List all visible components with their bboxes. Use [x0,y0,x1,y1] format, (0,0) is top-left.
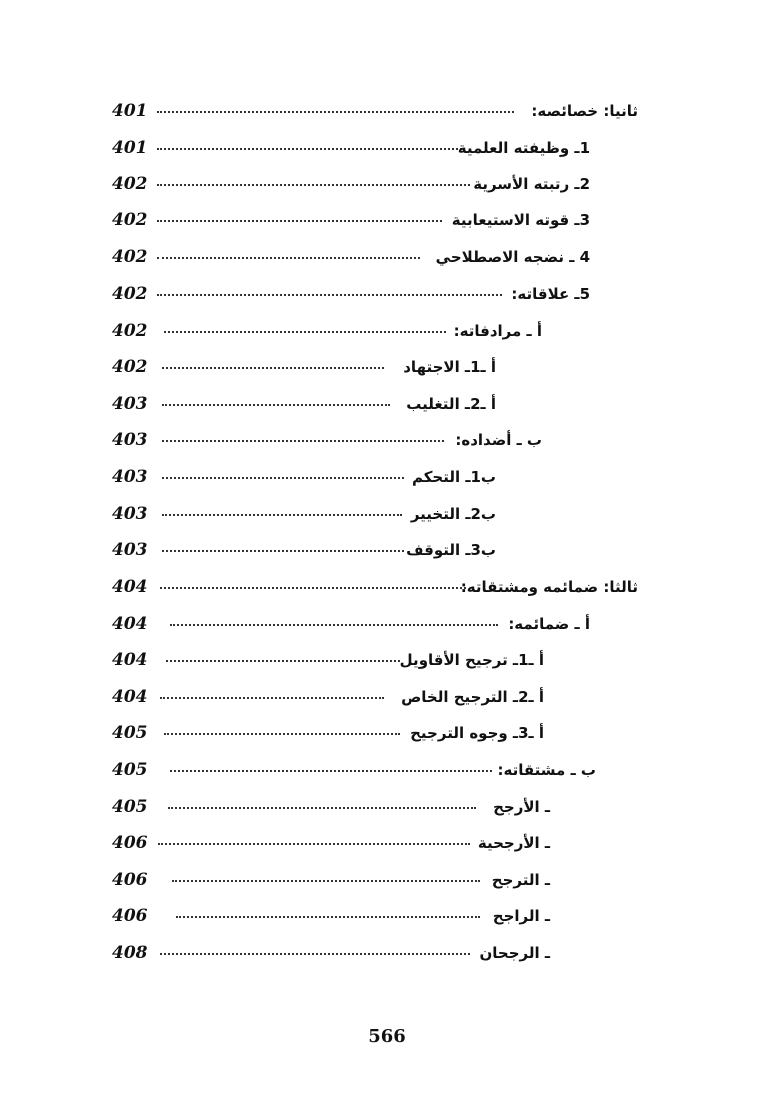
toc-page-ref: 403 [112,540,148,560]
toc-entry [112,242,590,272]
toc-entry [112,828,550,858]
dot-leader [172,880,480,882]
toc-entry [112,865,550,895]
toc-page-ref: 403 [112,504,148,524]
toc-entry-title: أ ـ1ـ ترجيح الأقاويل [399,651,544,669]
toc-entry-title: ب2ـ التخيير [410,505,496,523]
toc-entry-title: 2ـ رتبته الأسرية [473,175,590,193]
dot-leader [164,331,446,333]
toc-entry-title: أ ـ ضمائمه: [508,615,590,633]
toc-page-ref: 404 [112,650,148,670]
toc-entry-title: ـ الرجحان [479,944,550,962]
toc-page-ref: 403 [112,430,148,450]
toc-entry [112,279,590,309]
dot-leader [160,697,384,699]
toc-page-ref: 401 [112,101,148,121]
toc-entry-title: ـ الترجح [491,871,550,889]
toc-entry [112,718,544,748]
dot-leader [176,916,480,918]
dot-leader [168,807,476,809]
dot-leader [157,148,462,150]
toc-page-ref: 403 [112,394,148,414]
toc-page-ref: 406 [112,833,148,853]
toc-entry [112,682,544,712]
toc-page-ref: 408 [112,943,148,963]
toc-page-ref: 405 [112,760,148,780]
toc-entry [112,205,590,235]
toc-entry-title: ب1ـ التحكم [411,468,496,486]
toc-entry-title: 4 ـ نضجه الاصطلاحي [435,248,590,266]
toc-entry [112,938,550,968]
toc-entry [112,96,638,126]
toc-page-ref: 402 [112,284,148,304]
toc-entry-title: ثالثا: ضمائمه ومشتقاته: [460,578,638,596]
dot-leader [160,587,466,589]
dot-leader [162,440,444,442]
toc-page-ref: 402 [112,210,148,230]
toc-entry-title: ـ الأرجحية [477,834,550,852]
toc-entry [112,901,550,931]
toc-page-ref: 405 [112,723,148,743]
toc-entry-title: ـ الراجح [492,907,550,925]
toc-entry [112,462,496,492]
toc-entry [112,352,496,382]
toc-entry [112,389,496,419]
toc-entry-title: أ ـ2ـ التغليب [406,395,496,413]
toc-entry-title: 1ـ وظيفته العلمية [457,139,590,157]
toc-page-ref: 405 [112,797,148,817]
dot-leader [160,953,470,955]
toc-entry [112,755,596,785]
toc-entry [112,169,590,199]
page-number: 566 [368,1026,406,1047]
toc-entry [112,609,590,639]
toc-entry [112,792,550,822]
toc-entry-title: أ ـ3ـ وجوه الترجيح [410,724,544,742]
toc-entry [112,645,544,675]
dot-leader [164,733,400,735]
toc-entry-title: 5ـ علاقاته: [511,285,590,303]
toc-page-ref: 402 [112,174,148,194]
toc-page-ref: 404 [112,614,148,634]
toc-page-ref: 406 [112,906,148,926]
toc-entry-title: ب3ـ التوقف [406,541,496,559]
toc-page-ref: 402 [112,357,148,377]
dot-leader [162,367,384,369]
dot-leader [157,220,442,222]
toc-entry-title: ب ـ مشتقاته: [497,761,596,779]
toc-entry-title: ب ـ أضداده: [455,431,542,449]
dot-leader [157,111,514,113]
dot-leader [166,660,400,662]
dot-leader [162,477,404,479]
toc-page-ref: 404 [112,687,148,707]
toc-page-ref: 403 [112,467,148,487]
dot-leader [157,294,502,296]
toc-entry-title: أ ـ مرادفاته: [453,322,542,340]
toc-entry [112,425,542,455]
toc-page-ref: 402 [112,321,148,341]
toc-entry [112,572,638,602]
toc-entry-title: ـ الأرجح [493,798,550,816]
dot-leader [157,184,470,186]
toc-entry [112,316,542,346]
dot-leader [162,550,404,552]
toc-entry-title: 3ـ قوته الاستيعابية [451,211,590,229]
toc-page-ref: 402 [112,247,148,267]
dot-leader [170,770,492,772]
toc-entry [112,499,496,529]
toc-entry-title: أ ـ2ـ الترجيح الخاص [401,688,544,706]
dot-leader [170,624,498,626]
dot-leader [162,404,390,406]
dot-leader [162,514,402,516]
toc-page-ref: 406 [112,870,148,890]
toc-entry [112,133,590,163]
toc-entry [112,535,496,565]
toc-page-ref: 404 [112,577,148,597]
toc-entry-title: ثانيا: خصائصه: [531,102,638,120]
dot-leader [157,257,420,259]
dot-leader [158,843,470,845]
toc-page-ref: 401 [112,138,148,158]
toc-entry-title: أ ـ1ـ الاجتهاد [403,358,496,376]
